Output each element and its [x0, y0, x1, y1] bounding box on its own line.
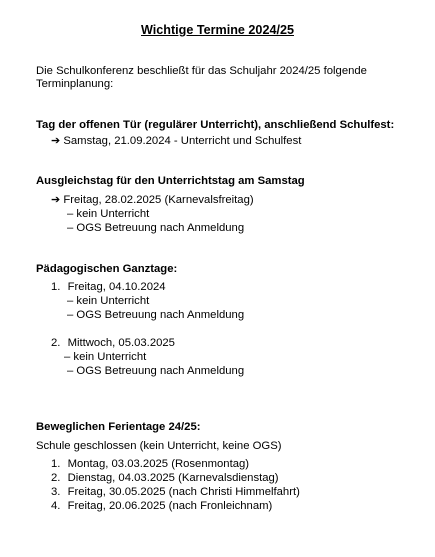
open-day-heading: Tag der offenen Tür (regulärer Unterricht), anschließend Schulfest:: [36, 119, 395, 131]
compensation-item: [51, 193, 254, 207]
open-day-item-text: Samstag, 21.09.2024 - Unterricht und Schulfest: [63, 135, 302, 147]
arrow-right-icon: ➔: [51, 194, 61, 206]
list-item-text: Freitag, 04.10.2024: [67, 281, 166, 293]
arrow-right-icon: ➔: [51, 135, 61, 147]
intro-line-1: Die Schulkonferenz beschließt für das Schuljahr 2024/25 folgende: [36, 65, 367, 77]
list-item-sub: – OGS Betreuung nach Anmeldung: [67, 309, 245, 321]
list-item: [51, 336, 175, 350]
compensation-item-text: Freitag, 28.02.2025 (Karnevalsfreitag): [63, 194, 254, 206]
list-item: [51, 280, 166, 294]
list-item-number: 2.: [51, 337, 61, 349]
list-item-sub: – OGS Betreuung nach Anmeldung: [67, 365, 245, 377]
holidays-subheading: Schule geschlossen (kein Unterricht, keine OGS): [36, 440, 282, 452]
list-item-text: Freitag, 30.05.2025 (nach Christi Himmelfahrt): [67, 486, 300, 498]
compensation-sub-2: – OGS Betreuung nach Anmeldung: [67, 222, 245, 234]
holidays-heading: Beweglichen Ferientage 24/25:: [36, 421, 201, 433]
list-item: [51, 485, 300, 499]
list-item-sub: – kein Unterricht: [67, 295, 150, 307]
list-item-text: Dienstag, 04.03.2025 (Karnevalsdienstag): [67, 472, 279, 484]
list-item-text: Mittwoch, 05.03.2025: [67, 337, 175, 349]
list-item-sub: – kein Unterricht: [64, 351, 147, 363]
page-title: Wichtige Termine 2024/25: [141, 23, 294, 37]
list-item: [51, 457, 249, 471]
compensation-heading: Ausgleichstag für den Unterrichtstag am Samstag: [36, 175, 305, 187]
list-item-number: 3.: [51, 486, 61, 498]
list-item: [51, 471, 279, 485]
list-item-number: 2.: [51, 472, 61, 484]
list-item-text: Montag, 03.03.2025 (Rosenmontag): [67, 458, 250, 470]
list-item-number: 1.: [51, 281, 61, 293]
list-item: [51, 499, 272, 513]
compensation-sub-1: – kein Unterricht: [67, 208, 150, 220]
intro-line-2: Terminplanung:: [36, 78, 114, 90]
list-item-number: 1.: [51, 458, 61, 470]
pedagogical-heading: Pädagogischen Ganztage:: [36, 263, 178, 275]
list-item-text: Freitag, 20.06.2025 (nach Fronleichnam): [67, 500, 273, 512]
open-day-item: [51, 134, 301, 148]
list-item-number: 4.: [51, 500, 61, 512]
